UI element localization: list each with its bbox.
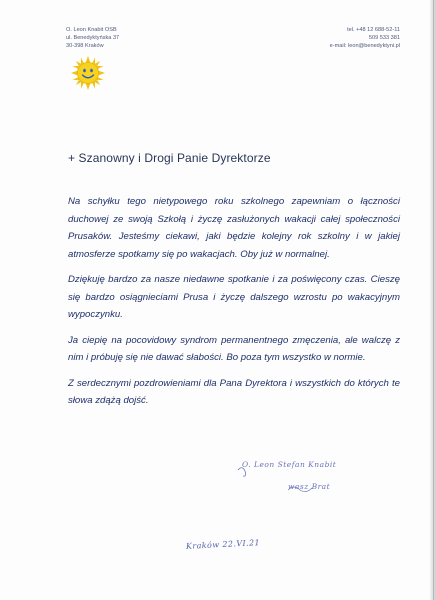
sun-smiley-icon [71,56,105,90]
sender-street: ul. Benedyktyńska 37 [66,35,120,41]
paragraph-2: Dziękuję bardzo za nasze niedawne spotkanie i za poświęcony czas. Cieszę się bardzo osiągnieciami Prusa i życzę dalszego wzrostu po wakacyjnym wypoczynku. [68,274,400,320]
contact-email: e-mail: leon@benedyktyni.pl [329,43,400,49]
salutation: + Szanowny i Drogi Panie Dyrektorze [68,151,271,165]
sender-city: 30-398 Kraków [66,43,104,49]
paragraph-1: Na schyłku tego nietypowego roku szkolnego zapewniam o łączności duchowej ze swoją Szkołą i życzę zasłużonych wakacji całej społeczności Prusaków. Jesteśmy ciekawi, jaki będzie kolejny rok szkolny i w jakiej atmosferze spotkamy się po wakacjach. Oby już w normalnej. [68,196,400,260]
contact-tel-2: 509 533 381 [368,35,400,41]
contact-tel-1: tel. +48 12 688-52-11 [347,27,400,33]
paragraph-3: Ja ciepię na pocovidowy syndrom permanentnego zmęczenia, ale walczę z nim i próbuję się nie dawać słabości. Bo poza tym wszystko w normie. [68,334,400,363]
page-edge-line [433,0,434,600]
paragraph-4: Z serdecznymi pozdrowieniami dla Pana Dyrektora i wszystkich do których te słowa zdążą dojść. [68,377,400,406]
signature-flourish [236,466,346,496]
letter-body [68,193,400,418]
signature-closing: wasz Brat [288,482,331,491]
signature-name: O. Leon Stefan Knabit [242,460,337,469]
sender-name: O. Leon Knabit OSB [66,27,117,33]
sender-address [66,26,119,50]
contact-info [330,26,400,50]
handwritten-date: Kraków 22.VI.21 [185,538,261,551]
